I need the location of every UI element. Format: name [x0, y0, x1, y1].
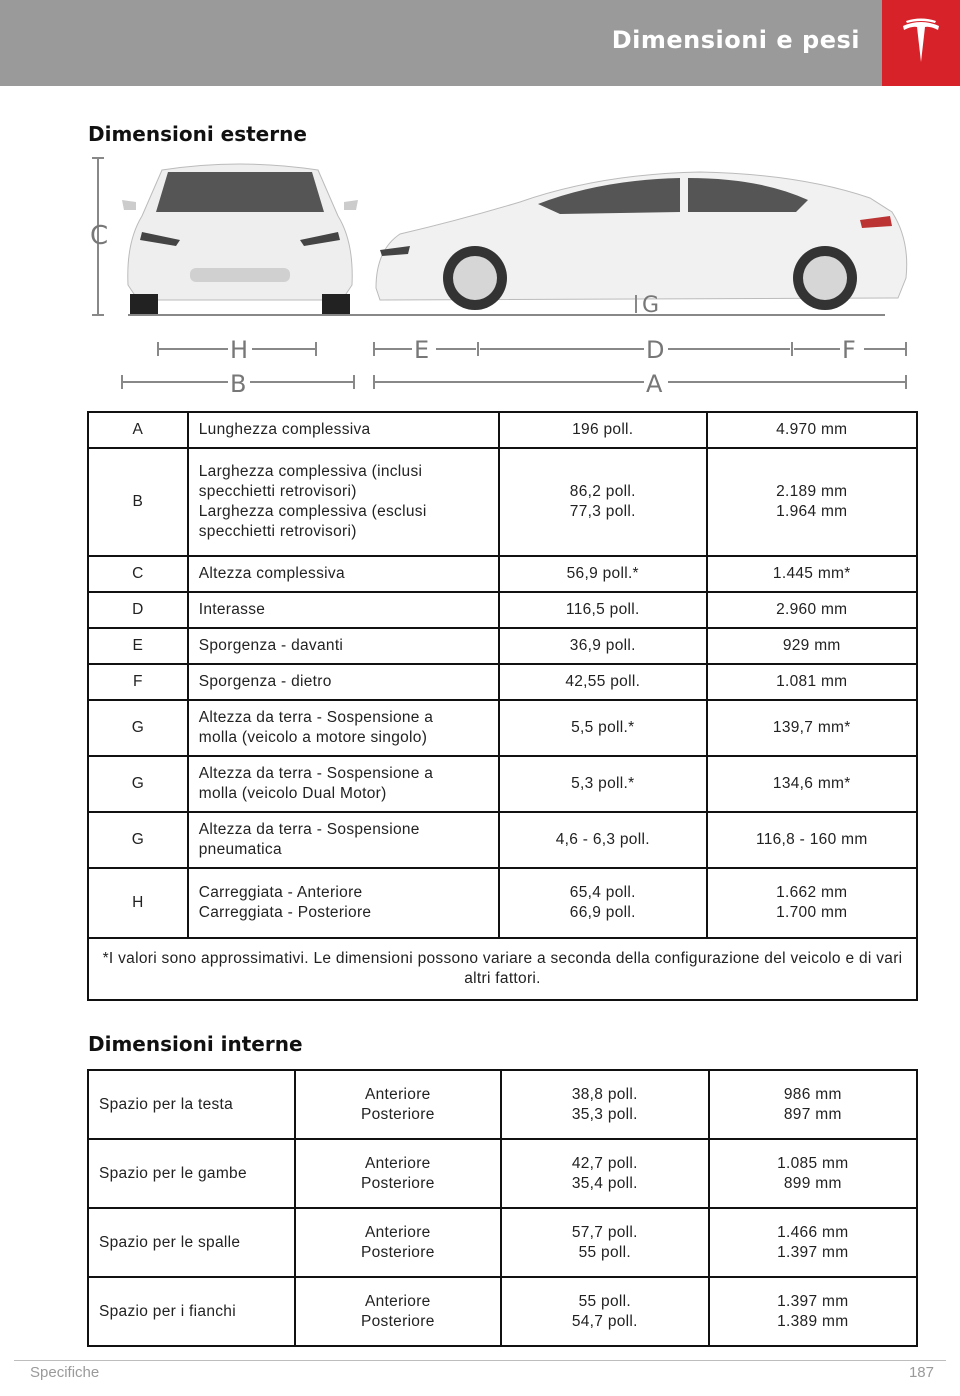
table-row: [88, 1208, 917, 1277]
dimension-code: D: [88, 592, 188, 628]
seat-position-line: Posteriore: [360, 1105, 435, 1123]
seat-position: [295, 1277, 502, 1346]
value-mm-line: 1.397 mm: [777, 1243, 849, 1261]
label-g: G: [642, 293, 660, 318]
interior-label: Spazio per la testa: [88, 1070, 295, 1139]
value-inches: [499, 812, 706, 868]
dimension-description-line: Interasse: [198, 601, 266, 618]
dimension-description-line: molla (veicolo Dual Motor): [198, 785, 387, 802]
value-inches: [499, 556, 706, 592]
label-f: F: [842, 336, 856, 364]
value-inches: [499, 448, 706, 556]
table-note-row: [88, 938, 917, 1000]
value-inches-line: 77,3 poll.: [569, 503, 636, 520]
dimension-code: B: [88, 448, 188, 556]
value-inches-line: 35,3 poll.: [571, 1105, 638, 1123]
dimension-description: [188, 448, 499, 556]
table-row: [88, 756, 917, 812]
value-inches: [499, 592, 706, 628]
value-mm-line: 1.700 mm: [776, 904, 848, 921]
vehicle-dimension-diagram: [80, 150, 920, 400]
value-inches-line: 65,4 poll.: [569, 884, 636, 901]
dimension-code: A: [88, 412, 188, 448]
brand-logo: [882, 0, 960, 86]
dimension-description: [188, 756, 499, 812]
value-mm: [709, 1208, 917, 1277]
dimension-description: [188, 412, 499, 448]
label-a: A: [646, 370, 663, 398]
table-row: [88, 412, 917, 448]
value-inches-line: 86,2 poll.: [569, 483, 636, 500]
table-row: [88, 664, 917, 700]
value-mm: [707, 412, 918, 448]
footer-rule: [14, 1360, 946, 1361]
seat-position: [295, 1070, 502, 1139]
dimension-description-line: Altezza da terra - Sospensione a: [198, 765, 434, 782]
footnote: *I valori sono approssimativi. Le dimensioni possono variare a seconda della configurazione del veicolo e di vari altri fattori.: [88, 938, 917, 1000]
seat-position-line: Anteriore: [365, 1085, 431, 1103]
seat-position-line: Posteriore: [360, 1174, 435, 1192]
dimension-code: E: [88, 628, 188, 664]
value-mm-line: 2.960 mm: [776, 601, 848, 618]
dimension-description-line: Larghezza complessiva (inclusi: [198, 463, 423, 480]
table-row: [88, 1139, 917, 1208]
value-inches: [499, 628, 706, 664]
dimension-description-line: Larghezza complessiva (esclusi: [198, 503, 427, 520]
tesla-logo-icon: [901, 18, 941, 66]
dimension-description-line: Carreggiata - Posteriore: [198, 904, 372, 921]
table-row: [88, 556, 917, 592]
value-mm: [709, 1277, 917, 1346]
interior-label: Spazio per le gambe: [88, 1139, 295, 1208]
table-row: [88, 628, 917, 664]
value-inches: [499, 700, 706, 756]
value-mm-line: 1.964 mm: [776, 503, 848, 520]
seat-position: [295, 1208, 502, 1277]
interior-label: Spazio per i fianchi: [88, 1277, 295, 1346]
value-inches: [501, 1208, 708, 1277]
value-mm-line: 1.662 mm: [776, 884, 848, 901]
value-inches-line: 42,7 poll.: [571, 1154, 638, 1172]
label-d: D: [646, 336, 665, 364]
value-inches: [499, 868, 706, 938]
value-mm: [709, 1070, 917, 1139]
value-mm-line: 4.970 mm: [776, 421, 848, 438]
value-inches-line: 42,55 poll.: [565, 673, 641, 690]
interior-label: Spazio per le spalle: [88, 1208, 295, 1277]
value-mm: [707, 812, 918, 868]
value-inches-line: 35,4 poll.: [571, 1174, 638, 1192]
dimension-description-line: Altezza da terra - Sospensione: [198, 821, 420, 838]
value-mm-line: 139,7 mm*: [772, 719, 851, 736]
dimension-description-line: Altezza da terra - Sospensione a: [198, 709, 434, 726]
dimension-description-line: Sporgenza - davanti: [198, 637, 344, 654]
dimension-code: G: [88, 700, 188, 756]
interior-dimensions-table: [87, 1069, 918, 1347]
label-e: E: [414, 336, 430, 364]
value-inches: [499, 412, 706, 448]
value-inches: [501, 1070, 708, 1139]
dimension-description: [188, 812, 499, 868]
seat-position-line: Anteriore: [365, 1154, 431, 1172]
table-row: [88, 1070, 917, 1139]
value-mm-line: 929 mm: [782, 637, 841, 654]
value-inches-line: 56,9 poll.*: [566, 565, 639, 582]
exterior-dimensions-table: [87, 411, 918, 1001]
value-mm-line: 134,6 mm*: [772, 775, 851, 792]
dimension-description-line: specchietti retrovisori): [198, 483, 357, 500]
dimension-code: C: [88, 556, 188, 592]
value-mm-line: 897 mm: [783, 1105, 842, 1123]
dimension-description-line: pneumatica: [198, 841, 282, 858]
table-row: [88, 812, 917, 868]
dimension-description: [188, 592, 499, 628]
value-inches-line: 36,9 poll.: [569, 637, 636, 654]
value-mm: [707, 556, 918, 592]
dimension-description-line: specchietti retrovisori): [198, 523, 357, 540]
value-inches: [499, 664, 706, 700]
value-inches-line: 55 poll.: [578, 1243, 631, 1261]
value-mm: [707, 448, 918, 556]
seat-position: [295, 1139, 502, 1208]
value-mm-line: 1.466 mm: [777, 1223, 849, 1241]
page-number: 187: [908, 1364, 934, 1381]
value-mm-line: 1.081 mm: [776, 673, 848, 690]
value-inches: [501, 1139, 708, 1208]
page-title: Dimensioni e pesi: [611, 26, 860, 54]
dimension-description: [188, 700, 499, 756]
dimension-code: G: [88, 756, 188, 812]
dimension-description-line: Altezza complessiva: [198, 565, 345, 582]
value-inches-line: 116,5 poll.: [565, 601, 640, 618]
car-front-view: [122, 164, 358, 314]
value-mm: [709, 1139, 917, 1208]
value-mm: [707, 756, 918, 812]
dimension-description-line: Carreggiata - Anteriore: [198, 884, 363, 901]
seat-position-line: Posteriore: [360, 1312, 435, 1330]
car-side-view: [376, 172, 907, 310]
value-inches-line: 4,6 - 6,3 poll.: [555, 831, 650, 848]
value-mm-line: 1.389 mm: [777, 1312, 849, 1330]
seat-position-line: Posteriore: [360, 1243, 435, 1261]
dimension-description: [188, 664, 499, 700]
footer-section: Specifiche: [30, 1364, 100, 1381]
label-c: C: [90, 221, 109, 251]
seat-position-line: Anteriore: [365, 1223, 431, 1241]
value-inches-line: 5,3 poll.*: [571, 775, 635, 792]
dimension-description-line: molla (veicolo a motore singolo): [198, 729, 428, 746]
exterior-dimensions-heading: Dimensioni esterne: [88, 122, 307, 146]
interior-dimensions-heading: Dimensioni interne: [88, 1032, 303, 1056]
value-mm: [707, 592, 918, 628]
table-row: [88, 448, 917, 556]
table-row: [88, 592, 917, 628]
value-mm: [707, 868, 918, 938]
value-mm-line: 1.397 mm: [777, 1292, 849, 1310]
value-mm-line: 899 mm: [783, 1174, 842, 1192]
value-mm-line: 2.189 mm: [776, 483, 848, 500]
dimension-code: G: [88, 812, 188, 868]
value-inches: [501, 1277, 708, 1346]
value-mm-line: 1.085 mm: [777, 1154, 849, 1172]
dimension-description: [188, 628, 499, 664]
dimension-code: F: [88, 664, 188, 700]
value-mm-line: 116,8 - 160 mm: [755, 831, 868, 848]
value-mm: [707, 628, 918, 664]
value-inches: [499, 756, 706, 812]
dimension-description: [188, 556, 499, 592]
value-inches-line: 66,9 poll.: [569, 904, 636, 921]
value-mm: [707, 700, 918, 756]
dimension-description-line: Sporgenza - dietro: [198, 673, 332, 690]
dimension-code: H: [88, 868, 188, 938]
table-row: [88, 868, 917, 938]
value-inches-line: 57,7 poll.: [571, 1223, 638, 1241]
value-inches-line: 54,7 poll.: [571, 1312, 638, 1330]
table-row: [88, 1277, 917, 1346]
value-mm-line: 1.445 mm*: [772, 565, 851, 582]
label-h: H: [230, 336, 249, 364]
dimension-description-line: Lunghezza complessiva: [198, 421, 371, 438]
value-inches-line: 55 poll.: [578, 1292, 631, 1310]
table-row: [88, 700, 917, 756]
value-mm-line: 986 mm: [783, 1085, 842, 1103]
seat-position-line: Anteriore: [365, 1292, 431, 1310]
label-b: B: [230, 370, 247, 398]
value-mm: [707, 664, 918, 700]
value-inches-line: 196 poll.: [572, 421, 634, 438]
dimension-description: [188, 868, 499, 938]
value-inches-line: 38,8 poll.: [571, 1085, 638, 1103]
value-inches-line: 5,5 poll.*: [571, 719, 635, 736]
